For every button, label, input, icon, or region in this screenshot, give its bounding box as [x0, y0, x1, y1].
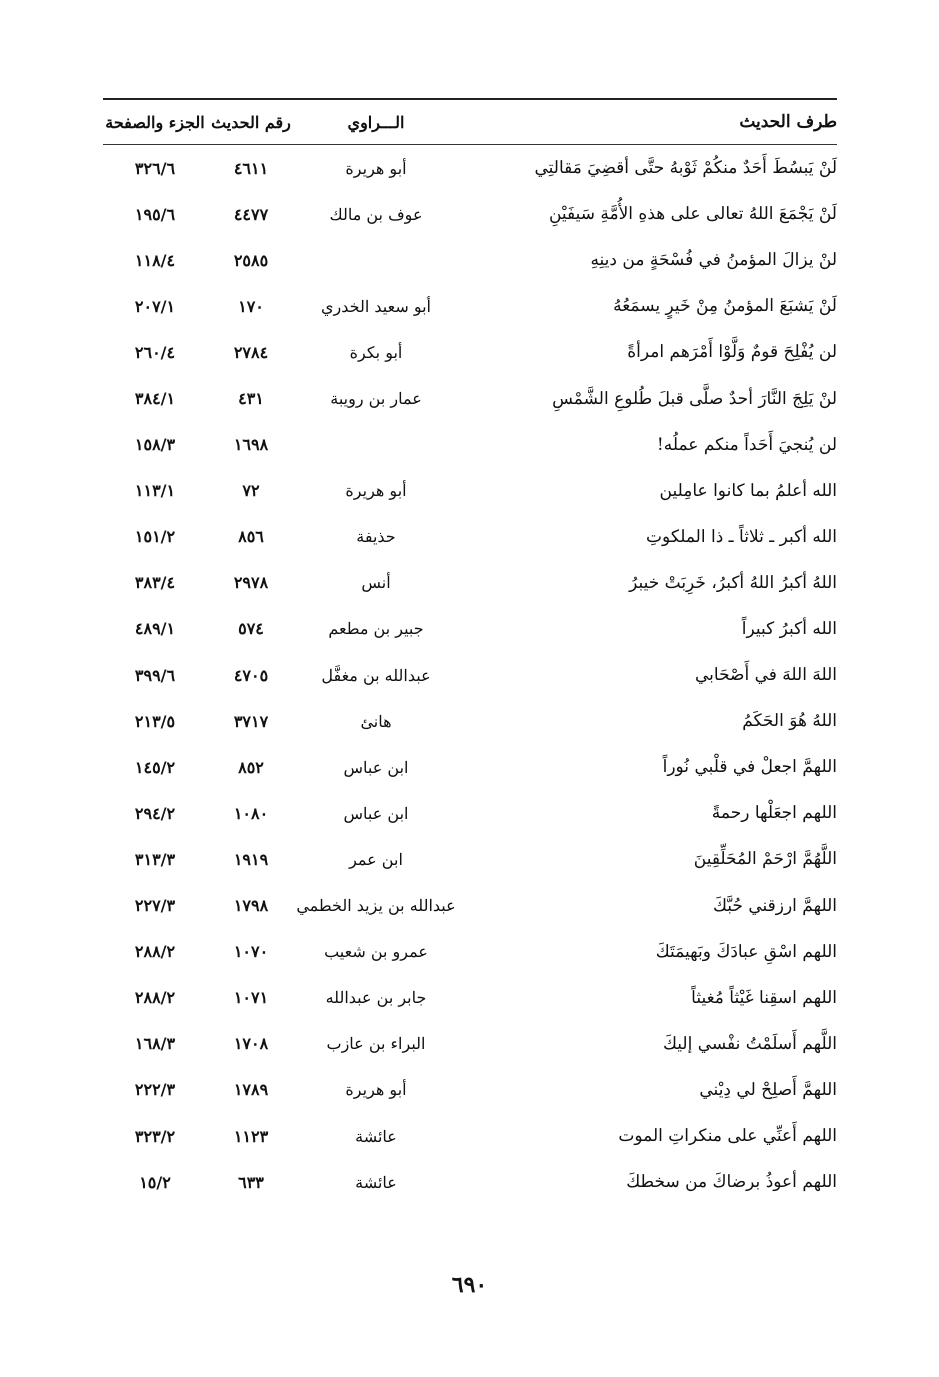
volume-page-cell: ٤٨٩/١ [134, 619, 176, 639]
table-row [103, 468, 845, 514]
hadith-number-cell: ٤٣١ [238, 389, 264, 409]
volume-page-cell: ١١٨/٤ [134, 250, 176, 270]
table-row [103, 698, 845, 744]
hadith-cell: لن يُفْلِحَ قومٌ وَلَّوْا أَمْرَهم امرأةً [627, 342, 837, 363]
narrator-cell: عوف بن مالك [329, 204, 423, 224]
hadith-index-body [103, 145, 845, 1205]
volume-page-cell: ١٩٥/٦ [134, 204, 176, 224]
hadith-number-cell: ٦٣٣ [238, 1172, 264, 1192]
hadith-cell: اللهمَّ ارزقني حُبَّكَ [712, 895, 837, 916]
header-narrator: الـــراوي [347, 112, 405, 132]
hadith-number-cell: ١٠٨٠ [233, 803, 269, 823]
table-row [103, 237, 845, 283]
hadith-cell: لنْ يزالَ المؤمنُ في فُسْحَةٍ من دينِهِ [590, 250, 837, 271]
narrator-cell: عبدالله بن مغفَّل [321, 665, 431, 685]
hadith-cell: اللهم أَعنِّي على منكراتِ الموت [618, 1126, 837, 1147]
hadith-number-cell: ١١٢٣ [233, 1126, 269, 1146]
header-hadith: طرف الحديث [739, 112, 837, 132]
table-row [103, 883, 845, 929]
narrator-cell: أبو بكرة [349, 342, 403, 362]
volume-page-cell: ١٦٨/٣ [134, 1034, 176, 1054]
table-row [103, 1067, 845, 1113]
volume-page-cell: ١٥٨/٣ [134, 435, 176, 455]
table-row [103, 283, 845, 329]
volume-page-cell: ١٤٥/٢ [134, 757, 176, 777]
hadith-number-cell: ٥٧٤ [238, 619, 264, 639]
hadith-number-cell: ٣٧١٧ [233, 711, 269, 731]
volume-page-cell: ٢٢٢/٣ [134, 1080, 176, 1100]
hadith-cell: الله أعلمُ بما كانوا عامِلين [659, 480, 837, 501]
hadith-cell: اللهُ هُوَ الحَكَمُ [742, 711, 837, 732]
hadith-number-cell: ٢٥٨٥ [233, 250, 269, 270]
table-row [103, 560, 845, 606]
table-row [103, 929, 845, 975]
table-row [103, 191, 845, 237]
hadith-number-cell: ٨٥٦ [238, 527, 264, 547]
table-row [103, 145, 845, 191]
narrator-cell: عبدالله بن يزيد الخطمي [296, 896, 456, 916]
hadith-cell: لنْ يَلِجَ النَّارَ أحدٌ صلَّى قبلَ طُلوعِ الشَّمْسِ [552, 388, 837, 409]
hadith-cell: اللهم اسقِنا غَيْثاً مُغيثاً [691, 987, 837, 1008]
table-row [103, 790, 845, 836]
volume-page-cell: ٣٨٤/١ [134, 389, 176, 409]
hadith-number-cell: ١٠٧١ [233, 988, 269, 1008]
table-row [103, 975, 845, 1021]
hadith-number-cell: ٨٥٢ [238, 757, 264, 777]
table-row [103, 652, 845, 698]
narrator-cell: أبو هريرة [345, 481, 407, 501]
narrator-cell: أنس [361, 573, 391, 593]
narrator-cell: عمار بن رويبة [330, 389, 422, 409]
volume-page-cell: ٣٢٣/٢ [134, 1126, 176, 1146]
volume-page-cell: ١٥١/٢ [134, 527, 176, 547]
table-row [103, 375, 845, 421]
table-body [103, 145, 845, 1205]
hadith-number-cell: ٢٩٧٨ [233, 573, 269, 593]
narrator-cell: جابر بن عبدالله [325, 988, 427, 1008]
hadith-cell: الله أكبرُ كبيراً [741, 618, 837, 639]
table-row [103, 514, 845, 560]
hadith-number-cell: ٤٦١١ [233, 158, 269, 178]
narrator-cell: هانئ [360, 711, 392, 731]
volume-page-cell: ٣١٣/٣ [134, 849, 176, 869]
hadith-number-cell: ١٧٠ [238, 296, 264, 316]
hadith-cell: لَنْ يَبسُطَ أَحَدٌ منكُمْ ثَوْبهُ حتَّى أقضِيَ مَقالتِي [534, 158, 837, 179]
narrator-cell [295, 422, 457, 468]
volume-page-cell: ٢١٣/٥ [134, 711, 176, 731]
table-row [103, 1113, 845, 1159]
hadith-number-cell: ١٠٧٠ [233, 942, 269, 962]
volume-page-cell: ١٥/٢ [139, 1172, 171, 1192]
hadith-number-cell: ١٩١٩ [233, 849, 269, 869]
narrator-cell: جبير بن مطعم [328, 619, 424, 639]
narrator-cell: ابن عباس [343, 803, 409, 823]
header-row [103, 100, 845, 144]
table-row [103, 329, 845, 375]
narrator-cell: ابن عباس [343, 757, 409, 777]
hadith-number-cell: ١٧٠٨ [233, 1034, 269, 1054]
narrator-cell: عائشة [355, 1172, 397, 1192]
hadith-cell: اللهم اجعَلْها رحمةً [711, 803, 837, 824]
volume-page-cell: ٢٦٠/٤ [134, 342, 176, 362]
hadith-cell: اللهمَّ اجعلْ في قلْبي نُوراً [662, 757, 837, 778]
hadith-cell: اللَّهُمَّ ارْحَمْ المُحَلِّقِينَ [693, 849, 837, 870]
hadith-number-cell: ٤٧٠٥ [233, 665, 269, 685]
hadith-cell: اللهم اسْقِ عبادَكَ وبَهيمَتَكَ [655, 941, 837, 962]
narrator-cell: البراء بن عازب [326, 1034, 426, 1054]
hadith-cell: اللهَ اللهَ في أَصْحَابي [694, 665, 837, 686]
hadith-index-table [103, 100, 845, 144]
hadith-cell: اللهُ أكبرُ اللهُ أكبرُ، خَرِبَتْ خيبرُ [629, 572, 837, 593]
hadith-cell: اللهم أعوذُ برضاكَ من سخطكَ [626, 1172, 837, 1193]
narrator-cell [295, 237, 457, 283]
narrator-cell: حذيفة [356, 527, 396, 547]
hadith-cell: اللهمَّ أَصلِحْ لي دِيْني [699, 1079, 837, 1100]
narrator-cell: عمرو بن شعيب [324, 942, 428, 962]
volume-page-cell: ٢٨٨/٢ [134, 988, 176, 1008]
hadith-number-cell: ٧٢ [242, 481, 260, 501]
table-row [103, 422, 845, 468]
narrator-cell: أبو هريرة [345, 1080, 407, 1100]
page-number: ٦٩٠ [451, 1272, 488, 1298]
hadith-cell: لَنْ يَجْمَعَ اللهُ تعالى على هذهِ الأُمَّةِ سَيفَيْنِ [548, 204, 837, 225]
narrator-cell: ابن عمر [349, 849, 403, 869]
hadith-number-cell: ١٧٩٨ [233, 896, 269, 916]
narrator-cell: أبو سعيد الخدري [321, 296, 431, 316]
narrator-cell: عائشة [355, 1126, 397, 1146]
volume-page-cell: ٢٨٨/٢ [134, 942, 176, 962]
hadith-cell: لَنْ يَشبَعَ المؤمنُ مِنْ خَيرٍ يسمَعُهُ [613, 296, 837, 317]
volume-page-cell: ٣٩٩/٦ [134, 665, 176, 685]
hadith-cell: اللَّهم أَسلَمْتُ نفْسي إليكَ [662, 1033, 837, 1054]
table-row [103, 606, 845, 652]
narrator-cell: أبو هريرة [345, 158, 407, 178]
volume-page-cell: ٣٢٦/٦ [134, 158, 176, 178]
table-row [103, 836, 845, 882]
index-page [103, 98, 837, 1205]
header-number: رقم الحديث [211, 112, 291, 132]
table-row [103, 1021, 845, 1067]
volume-page-cell: ٢٠٧/١ [134, 296, 176, 316]
header-ref: الجزء والصفحة [105, 112, 205, 132]
hadith-number-cell: ١٧٨٩ [233, 1080, 269, 1100]
hadith-number-cell: ١٦٩٨ [233, 435, 269, 455]
hadith-number-cell: ٢٧٨٤ [233, 342, 269, 362]
table-header [103, 100, 845, 144]
volume-page-cell: ١١٣/١ [134, 481, 176, 501]
table-row [103, 1159, 845, 1205]
volume-page-cell: ٣٨٣/٤ [134, 573, 176, 593]
table-row [103, 744, 845, 790]
hadith-cell: الله أكبر ـ ثلاثاً ـ ذا الملكوتِ [646, 526, 837, 547]
volume-page-cell: ٢٩٤/٢ [134, 803, 176, 823]
hadith-number-cell: ٤٤٧٧ [233, 204, 269, 224]
hadith-cell: لن يُنجيَ أَحَداً منكم عملُه! [656, 434, 837, 455]
volume-page-cell: ٢٢٧/٣ [134, 896, 176, 916]
